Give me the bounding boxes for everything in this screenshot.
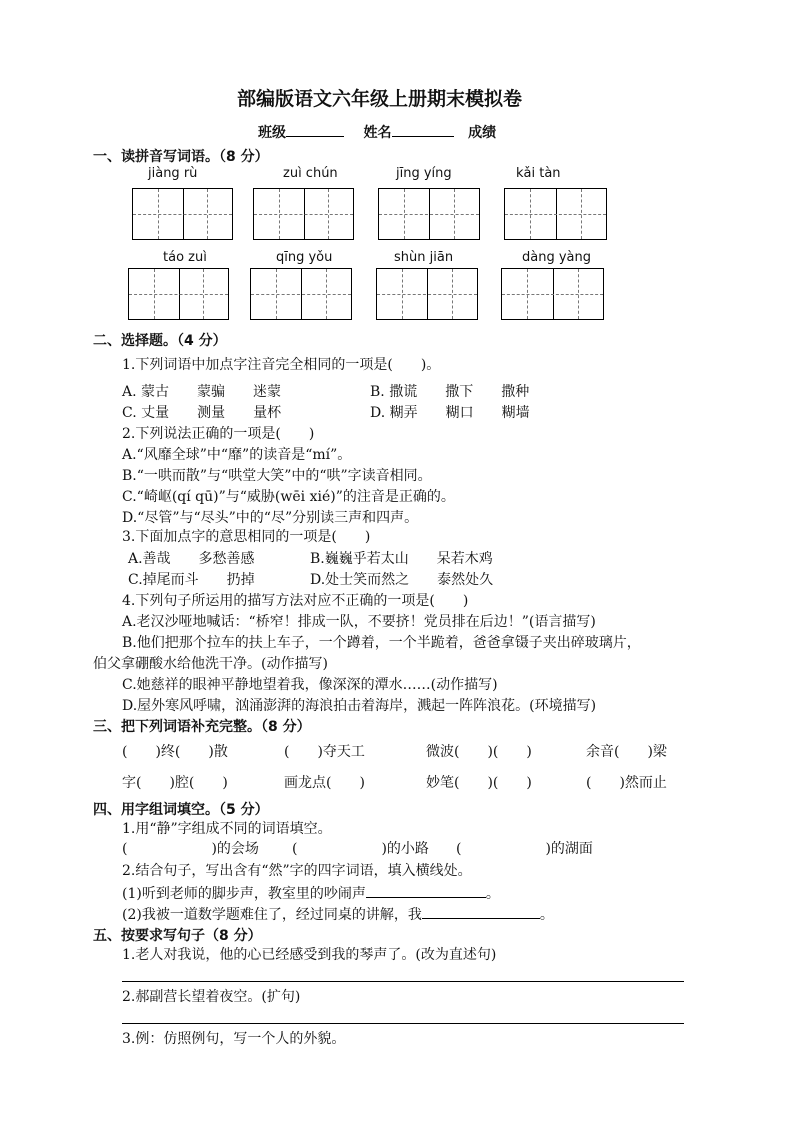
pinyin-label: dàng yàng <box>522 250 591 265</box>
option-text: C. 丈量 测量 量杯 <box>122 405 282 421</box>
name-blank[interactable] <box>392 122 454 137</box>
option-text: A.善哉 多愁善感 <box>128 551 255 567</box>
name-label: 姓名 <box>363 125 392 141</box>
section-5-heading: 五、按要求写句子（8 分） <box>93 928 262 944</box>
fill-word[interactable]: 字( )腔( ) <box>122 775 228 791</box>
question-text: 1.下列词语中加点字注音完全相同的一项是( )。 <box>122 357 441 373</box>
option-text: B.“一哄而散”与“哄堂大笑”中的“哄”字读音相同。 <box>122 468 432 484</box>
writing-grid[interactable] <box>253 188 354 240</box>
writing-grid[interactable] <box>376 268 478 320</box>
fill-phrase[interactable]: ( )的小路 <box>292 841 429 857</box>
pinyin-label: jīng yíng <box>396 166 452 181</box>
option-text: C.掉尾而斗 扔掉 <box>128 572 255 588</box>
question-text: 2.郝副营长望着夜空。(扩句) <box>122 989 301 1005</box>
question-text: 3.例：仿照例句，写一个人的外貌。 <box>122 1031 346 1047</box>
pinyin-label: jiàng rù <box>148 166 198 181</box>
writing-grid[interactable] <box>128 268 229 320</box>
fill-word[interactable]: 余音( )梁 <box>586 744 667 760</box>
option-text: C.她慈祥的眼神平静地望着我，像深深的潭水……(动作描写) <box>122 677 498 693</box>
sentence-part: (2)我被一道数学题难住了，经过同桌的讲解，我 <box>122 907 422 923</box>
answer-line[interactable] <box>122 1023 684 1024</box>
answer-blank[interactable] <box>422 904 540 919</box>
fill-phrase[interactable]: ( )的会场 <box>122 841 259 857</box>
sentence-text <box>122 883 500 904</box>
question-text: 2.下列说法正确的一项是( ) <box>122 426 315 442</box>
sentence-end: 。 <box>485 886 500 902</box>
section-2-heading: 二、选择题。（4 分） <box>93 333 227 349</box>
answer-blank[interactable] <box>366 883 486 898</box>
fill-word[interactable]: ( )然而止 <box>586 775 667 791</box>
question-text: 4.下列句子所运用的描写方法对应不正确的一项是( ) <box>122 593 469 609</box>
pinyin-label: qīng yǒu <box>276 250 333 265</box>
option-text: 伯父拿硼酸水给他洗干净。(动作描写) <box>93 656 328 672</box>
option-text: D.屋外寒风呼啸，汹涌澎湃的海浪拍击着海岸，溅起一阵阵浪花。(环境描写) <box>122 698 597 714</box>
pinyin-label: shùn jiān <box>394 250 454 265</box>
answer-line[interactable] <box>122 981 684 982</box>
question-text: 2.结合句子，写出含有“然”字的四字词语，填入横线处。 <box>122 863 472 879</box>
question-text: 3.下面加点字的意思相同的一项是( ) <box>122 529 371 545</box>
writing-grid[interactable] <box>378 188 480 240</box>
fill-word[interactable]: ( )终( )散 <box>122 744 228 760</box>
score-label: 成绩 <box>468 125 497 141</box>
option-text: B. 撒谎 撒下 撒种 <box>370 384 530 400</box>
sentence-part: (1)听到老师的脚步声，教室里的吵闹声 <box>122 886 366 902</box>
option-text: B.巍巍乎若太山 呆若木鸡 <box>310 551 493 567</box>
section-1-heading: 一、读拼音写词语。（8 分） <box>93 149 269 165</box>
writing-grid[interactable] <box>504 188 607 240</box>
sentence-text <box>122 904 554 925</box>
writing-grid[interactable] <box>250 268 352 320</box>
option-text: D.“尽管”与“尽头”中的“尽”分别读三声和四声。 <box>122 510 419 526</box>
fill-word[interactable]: 画龙点( ) <box>284 775 365 791</box>
option-text: D.处士笑而然之 泰然处久 <box>310 572 494 588</box>
writing-grid[interactable] <box>132 188 233 240</box>
header-fields <box>258 122 496 142</box>
question-text: 1.用“静”字组成不同的词语填空。 <box>122 821 332 837</box>
class-blank[interactable] <box>286 122 344 137</box>
option-text: A.老汉沙哑地喊话：“桥窄！排成一队，不要挤！党员排在后边！”(语言描写) <box>122 614 596 630</box>
section-4-heading: 四、用字组词填空。（5 分） <box>93 802 269 818</box>
option-text: C.“崎岖(qí qū)”与“威胁(wēi xié)”的注音是正确的。 <box>122 489 455 505</box>
pinyin-label: táo zuì <box>163 250 207 265</box>
writing-grid[interactable] <box>501 268 604 320</box>
section-3-heading: 三、把下列词语补充完整。（8 分） <box>93 719 311 735</box>
fill-phrase[interactable]: ( )的湖面 <box>456 841 593 857</box>
fill-word[interactable]: 妙笔( )( ) <box>426 775 532 791</box>
fill-word[interactable]: ( )夺天工 <box>284 744 365 760</box>
page-title: 部编版语文六年级上册期末模拟卷 <box>237 88 523 110</box>
option-text: A. 蒙古 蒙骗 迷蒙 <box>122 384 282 400</box>
pinyin-label: zuì chún <box>283 166 338 181</box>
sentence-end: 。 <box>539 907 554 923</box>
question-text: 1.老人对我说，他的心已经感受到我的琴声了。(改为直述句) <box>122 947 497 963</box>
option-text: D. 糊弄 糊口 糊墙 <box>370 405 530 421</box>
fill-word[interactable]: 微波( )( ) <box>426 744 532 760</box>
class-label: 班级 <box>258 125 286 141</box>
pinyin-label: kǎi tàn <box>516 166 561 181</box>
option-text: A.“风靡全球”中“靡”的读音是“mí”。 <box>122 447 352 463</box>
option-text: B.他们把那个拉车的扶上车子，一个蹲着，一个半跪着，爸爸拿镊子夹出碎玻璃片， <box>122 635 641 651</box>
